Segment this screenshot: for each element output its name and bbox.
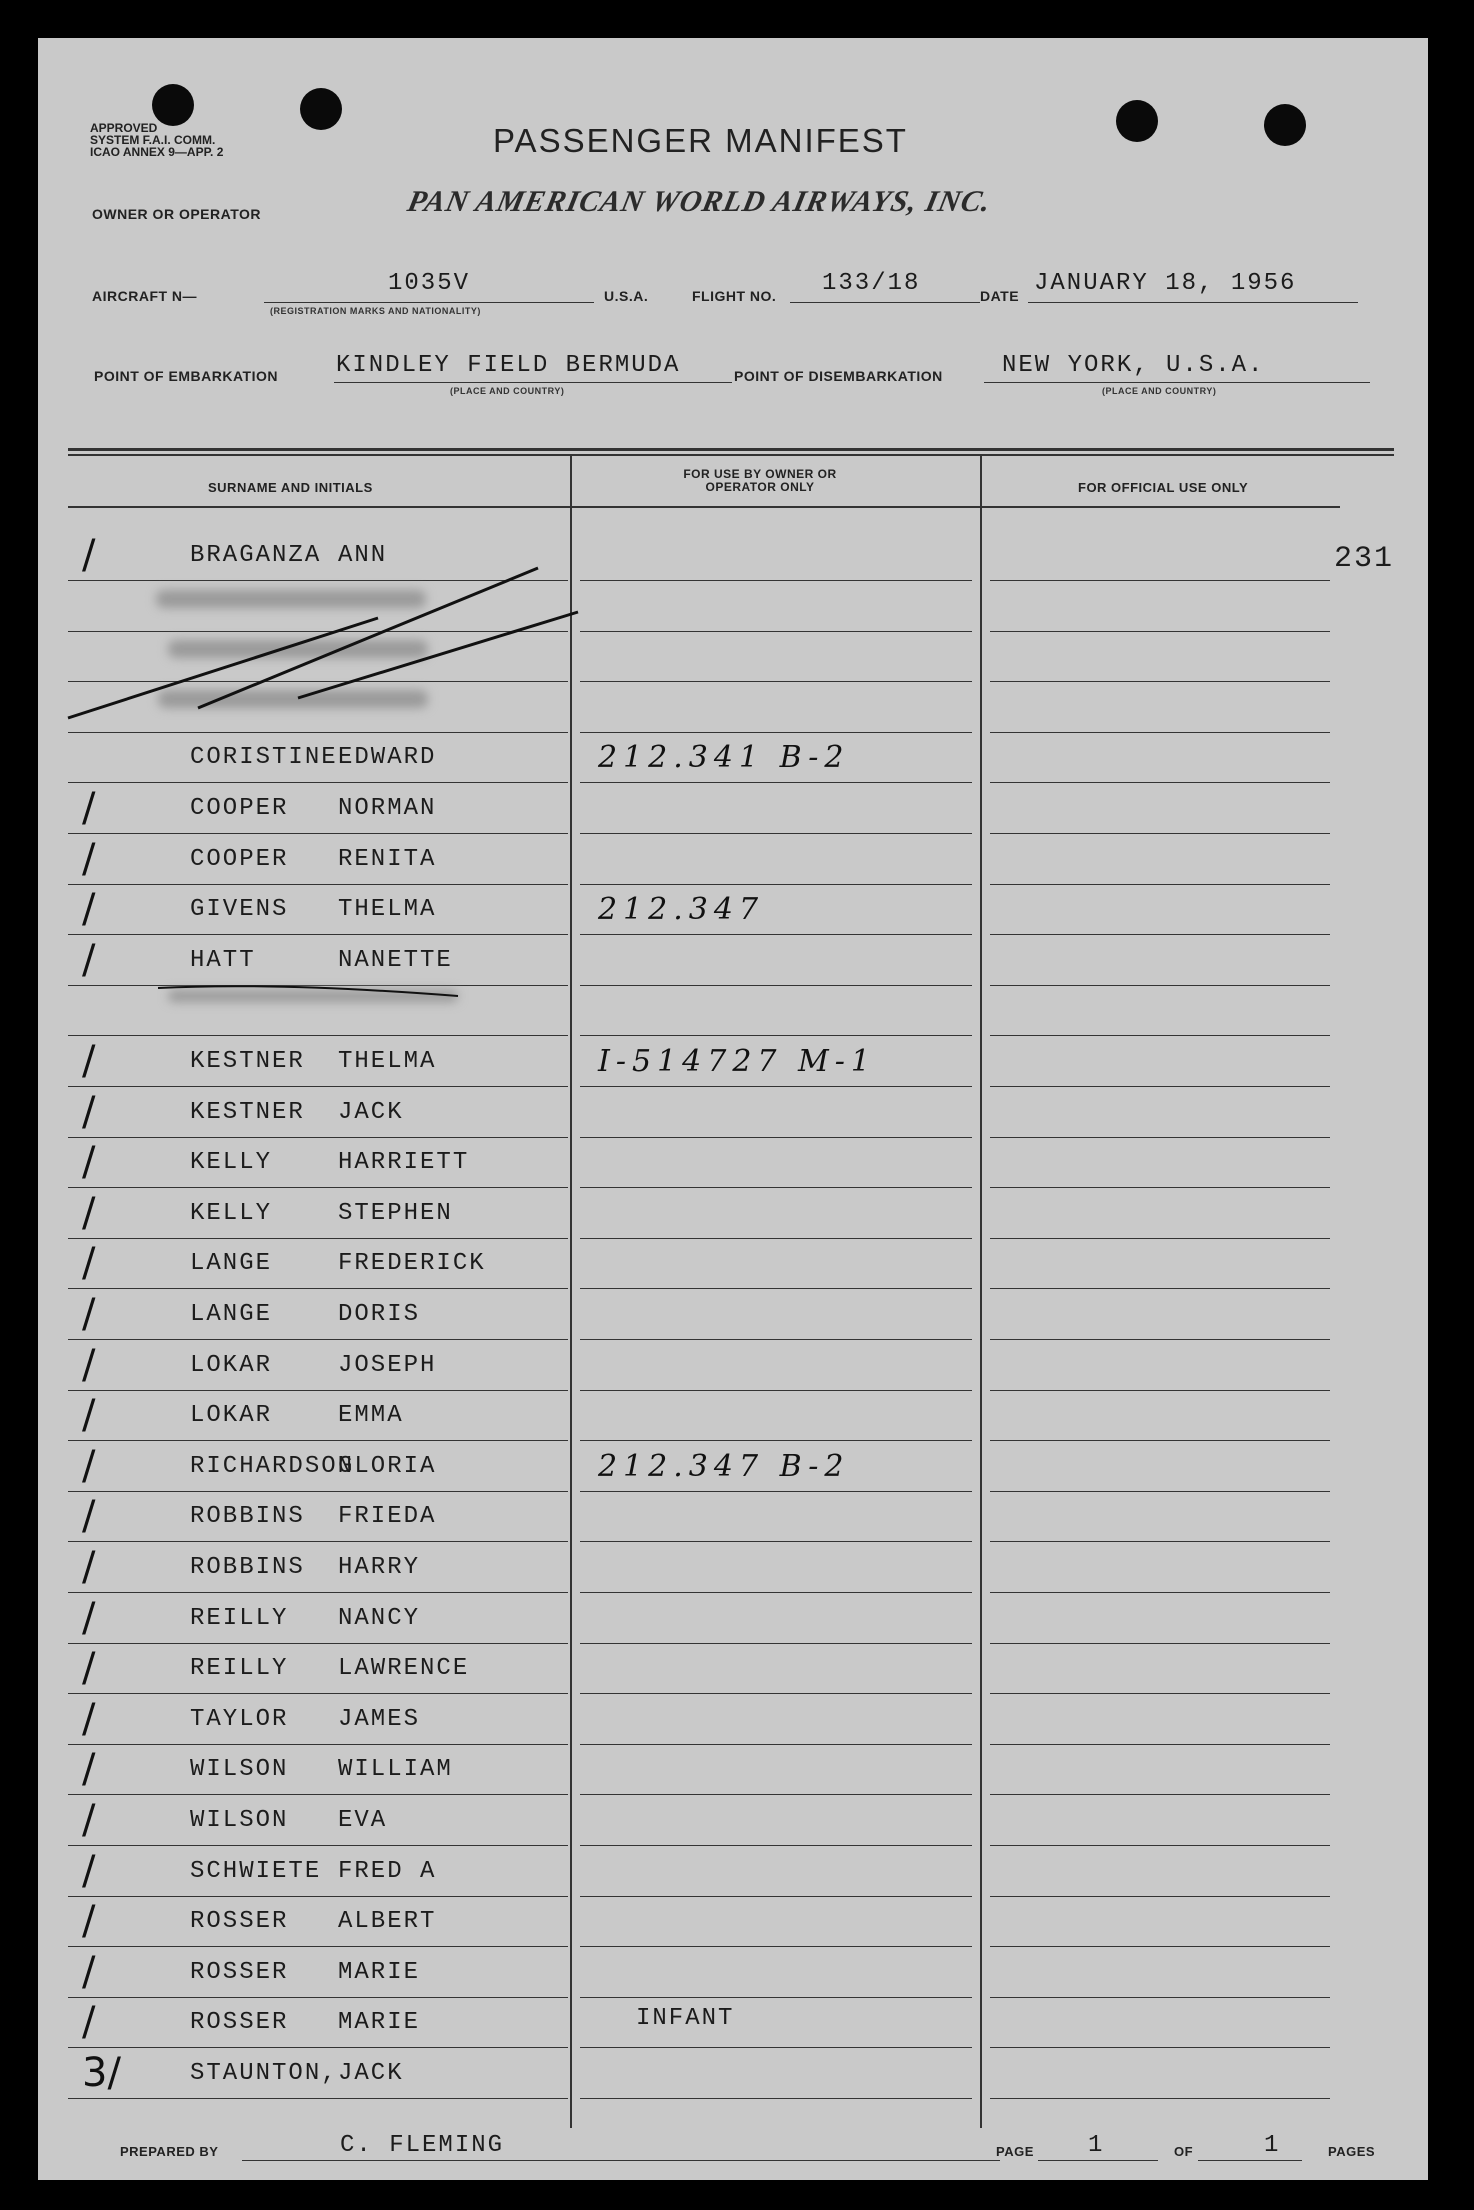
- row-rule: [68, 1592, 568, 1593]
- row-rule: [580, 1541, 972, 1542]
- passenger-surname: ROSSER: [190, 1959, 289, 1986]
- row-rule: [990, 1845, 1330, 1846]
- passenger-surname: BRAGANZA: [190, 542, 322, 569]
- check-mark: /: [82, 1898, 96, 1944]
- row-rule: [990, 1541, 1330, 1542]
- row-rule: [990, 1035, 1330, 1036]
- registration-note: (REGISTRATION MARKS AND NATIONALITY): [270, 306, 481, 316]
- row-rule: [68, 1794, 568, 1795]
- table-row: [38, 1999, 1428, 2055]
- row-rule: [580, 1845, 972, 1846]
- passenger-given-name: JACK: [338, 1099, 404, 1126]
- check-mark: /: [82, 886, 96, 932]
- check-mark: /: [82, 1999, 96, 2045]
- row-rule: [68, 934, 568, 935]
- row-rule: [990, 1592, 1330, 1593]
- embark-note: (PLACE AND COUNTRY): [450, 386, 565, 396]
- row-rule: [990, 985, 1330, 986]
- row-rule: [990, 681, 1330, 682]
- check-mark: /: [82, 1342, 96, 1388]
- table-row: [38, 1038, 1428, 1094]
- row-rule: [990, 1896, 1330, 1897]
- passenger-given-name: THELMA: [338, 896, 437, 923]
- check-mark: /: [82, 1595, 96, 1641]
- row-rule: [990, 1491, 1330, 1492]
- page-label: PAGE: [996, 2144, 1034, 2159]
- row-rule: [990, 1339, 1330, 1340]
- passenger-surname: LANGE: [190, 1250, 273, 1277]
- passenger-surname: HATT: [190, 947, 256, 974]
- table-row: [38, 1595, 1428, 1651]
- table-row: [38, 1949, 1428, 2005]
- row-rule: [580, 782, 972, 783]
- passenger-surname: RICHARDSON: [190, 1453, 355, 1480]
- owner-label: OWNER OR OPERATOR: [92, 206, 261, 222]
- row-rule: [580, 1288, 972, 1289]
- row-rule: [990, 2047, 1330, 2048]
- embark-label: POINT OF EMBARKATION: [94, 368, 278, 384]
- table-row: [38, 1848, 1428, 1904]
- row-rule: [580, 1086, 972, 1087]
- row-rule: [68, 580, 568, 581]
- row-rule: [68, 782, 568, 783]
- check-mark: /: [82, 1797, 96, 1843]
- passenger-surname: LANGE: [190, 1301, 273, 1328]
- check-mark: /: [82, 1493, 96, 1539]
- passenger-surname: WILSON: [190, 1756, 289, 1783]
- passenger-surname: TAYLOR: [190, 1706, 289, 1733]
- punch-hole: [1116, 100, 1158, 142]
- passenger-surname: KESTNER: [190, 1099, 305, 1126]
- table-row: [38, 1898, 1428, 1954]
- redaction-smudge: [156, 590, 426, 608]
- check-mark: /: [82, 1696, 96, 1742]
- of-label: OF: [1174, 2144, 1194, 2159]
- pages-value: 1: [1264, 2132, 1281, 2159]
- row-rule: [68, 1390, 568, 1391]
- row-rule: [990, 1288, 1330, 1289]
- passenger-surname: WILSON: [190, 1807, 289, 1834]
- check-mark: /: [82, 1139, 96, 1185]
- redaction-smudge: [168, 990, 458, 1002]
- passenger-surname: KELLY: [190, 1200, 273, 1227]
- table-top-rule: [68, 454, 1394, 456]
- passenger-surname: KESTNER: [190, 1048, 305, 1075]
- row-rule: [580, 580, 972, 581]
- table-row: [38, 1190, 1428, 1246]
- aircraft-label: AIRCRAFT N—: [92, 288, 198, 304]
- prepared-label: PREPARED BY: [120, 2144, 219, 2159]
- embarkation-point: KINDLEY FIELD BERMUDA: [336, 352, 681, 379]
- row-rule: [580, 2047, 972, 2048]
- row-rule: [580, 1339, 972, 1340]
- row-rule: [580, 1744, 972, 1745]
- punch-hole: [152, 84, 194, 126]
- passenger-surname: STAUNTON,: [190, 2060, 338, 2087]
- passenger-surname: LOKAR: [190, 1402, 273, 1429]
- date-underline: [1028, 302, 1358, 303]
- passenger-surname: COOPER: [190, 846, 289, 873]
- flight-number: 133/18: [822, 270, 921, 297]
- column-header-surname: SURNAME AND INITIALS: [208, 480, 373, 495]
- row-rule: [580, 1440, 972, 1441]
- row-rule: [580, 1187, 972, 1188]
- check-mark: /: [82, 1544, 96, 1590]
- disembark-underline: [984, 382, 1370, 383]
- operator-note: I-514727 M-1: [598, 1044, 876, 1079]
- passenger-surname: ROSSER: [190, 1908, 289, 1935]
- table-row: [38, 740, 1428, 790]
- row-rule: [68, 1137, 568, 1138]
- table-row: [38, 1139, 1428, 1195]
- row-rule: [580, 934, 972, 935]
- row-rule: [990, 782, 1330, 783]
- passenger-given-name: NANETTE: [338, 947, 453, 974]
- passenger-given-name: HARRIETT: [338, 1149, 470, 1176]
- row-rule: [990, 934, 1330, 935]
- check-mark: /: [82, 1240, 96, 1286]
- passenger-surname: ROBBINS: [190, 1554, 305, 1581]
- passenger-given-name: FREDERICK: [338, 1250, 486, 1277]
- row-rule: [990, 1794, 1330, 1795]
- pages-label: PAGES: [1328, 2144, 1376, 2159]
- row-rule: [990, 1693, 1330, 1694]
- passenger-given-name: WILLIAM: [338, 1756, 453, 1783]
- table-row: [38, 1746, 1428, 1802]
- table-row: [38, 1240, 1428, 1296]
- row-rule: [68, 1693, 568, 1694]
- passenger-surname: KELLY: [190, 1149, 273, 1176]
- row-rule: [580, 1238, 972, 1239]
- row-rule: [580, 1693, 972, 1694]
- column-header-official: FOR OFFICIAL USE ONLY: [1078, 480, 1249, 495]
- pages-underline: [1198, 2160, 1302, 2161]
- row-rule: [990, 833, 1330, 834]
- passenger-given-name: NORMAN: [338, 795, 437, 822]
- disembark-label: POINT OF DISEMBARKATION: [734, 368, 943, 384]
- row-rule: [68, 1339, 568, 1340]
- table-row: [38, 1797, 1428, 1853]
- flight-underline: [790, 302, 980, 303]
- passenger-surname: CORISTINE: [190, 744, 338, 771]
- row-rule: [68, 884, 568, 885]
- approval-line: APPROVED: [90, 121, 158, 135]
- row-rule: [990, 1643, 1330, 1644]
- redaction-smudge: [168, 640, 428, 658]
- operator-note: 212.347 B-2: [598, 1449, 850, 1484]
- row-rule: [68, 1440, 568, 1441]
- row-rule: [990, 732, 1330, 733]
- row-rule: [580, 985, 972, 986]
- row-rule: [68, 1187, 568, 1188]
- check-mark: /: [82, 785, 96, 831]
- row-rule: [68, 681, 568, 682]
- manifest-sheet: [38, 38, 1428, 2180]
- table-row: [38, 1696, 1428, 1752]
- passenger-given-name: THELMA: [338, 1048, 437, 1075]
- aircraft-underline: [264, 302, 594, 303]
- table-row: [38, 1291, 1428, 1347]
- passenger-given-name: MARIE: [338, 2009, 421, 2036]
- table-row: [38, 532, 1428, 588]
- row-rule: [68, 2098, 568, 2099]
- table-row: [38, 2050, 1428, 2106]
- row-rule: [580, 1491, 972, 1492]
- passenger-given-name: JAMES: [338, 1706, 421, 1733]
- row-rule: [990, 580, 1330, 581]
- passenger-surname: SCHWIETE: [190, 1858, 322, 1885]
- check-mark: /: [82, 1190, 96, 1236]
- row-rule: [68, 1491, 568, 1492]
- row-rule: [580, 1997, 972, 1998]
- passenger-given-name: GLORIA: [338, 1453, 437, 1480]
- row-rule: [990, 884, 1330, 885]
- passenger-surname: LOKAR: [190, 1352, 273, 1379]
- row-rule: [68, 2047, 568, 2048]
- passenger-given-name: LAWRENCE: [338, 1655, 470, 1682]
- page-value: 1: [1088, 2132, 1105, 2159]
- row-rule: [68, 1997, 568, 1998]
- passenger-surname: GIVENS: [190, 896, 289, 923]
- passenger-given-name: RENITA: [338, 846, 437, 873]
- row-rule: [990, 1946, 1330, 1947]
- operator-note: INFANT: [636, 2005, 735, 2032]
- row-rule: [68, 1744, 568, 1745]
- passenger-given-name: EVA: [338, 1807, 388, 1834]
- passenger-given-name: EDWARD: [338, 744, 437, 771]
- table-row: [38, 1544, 1428, 1600]
- passenger-given-name: HARRY: [338, 1554, 421, 1581]
- table-row: [38, 1342, 1428, 1398]
- flight-date: JANUARY 18, 1956: [1034, 270, 1297, 297]
- row-rule: [68, 732, 568, 733]
- company-name: PAN AMERICAN WORLD AIRWAYS, INC.: [404, 185, 995, 218]
- row-rule: [990, 1390, 1330, 1391]
- row-rule: [580, 884, 972, 885]
- check-mark: /: [82, 1392, 96, 1438]
- passenger-given-name: MARIE: [338, 1959, 421, 1986]
- row-rule: [68, 1643, 568, 1644]
- row-rule: [990, 631, 1330, 632]
- passenger-given-name: JACK: [338, 2060, 404, 2087]
- row-rule: [68, 1845, 568, 1846]
- check-mark: /: [82, 937, 96, 983]
- check-mark: 3/: [82, 2050, 121, 2096]
- table-row: [38, 886, 1428, 942]
- passenger-given-name: ANN: [338, 542, 388, 569]
- date-label: DATE: [980, 288, 1020, 304]
- passenger-given-name: FRED A: [338, 1858, 437, 1885]
- punch-hole: [300, 88, 342, 130]
- table-row: [38, 1443, 1428, 1499]
- table-row: [38, 937, 1428, 993]
- table-row: [38, 1493, 1428, 1549]
- table-row: [38, 1089, 1428, 1145]
- column-header-owner: FOR USE BY OWNER OR OPERATOR ONLY: [683, 467, 837, 494]
- row-rule: [68, 631, 568, 632]
- check-mark: /: [82, 1848, 96, 1894]
- passenger-surname: ROSSER: [190, 2009, 289, 2036]
- passenger-given-name: NANCY: [338, 1605, 421, 1632]
- passenger-given-name: EMMA: [338, 1402, 404, 1429]
- passenger-surname: ROBBINS: [190, 1503, 305, 1530]
- row-rule: [580, 1643, 972, 1644]
- passenger-surname: REILLY: [190, 1605, 289, 1632]
- row-rule: [580, 1794, 972, 1795]
- check-mark: /: [82, 836, 96, 882]
- row-rule: [580, 681, 972, 682]
- embark-underline: [334, 382, 732, 383]
- passenger-given-name: JOSEPH: [338, 1352, 437, 1379]
- row-rule: [68, 1035, 568, 1036]
- disembark-note: (PLACE AND COUNTRY): [1102, 386, 1217, 396]
- check-mark: /: [82, 1089, 96, 1135]
- table-row: [38, 1392, 1428, 1448]
- form-title: PASSENGER MANIFEST: [493, 122, 908, 159]
- check-mark: /: [82, 1291, 96, 1337]
- row-rule: [580, 1137, 972, 1138]
- row-rule: [68, 833, 568, 834]
- row-rule: [580, 2098, 972, 2099]
- row-rule: [990, 1440, 1330, 1441]
- row-rule: [580, 1896, 972, 1897]
- aircraft-registration: 1035V: [388, 270, 471, 297]
- header-bottom-rule: [68, 506, 1340, 508]
- row-rule: [580, 631, 972, 632]
- passenger-given-name: DORIS: [338, 1301, 421, 1328]
- redaction-smudge: [158, 690, 428, 708]
- row-rule: [580, 732, 972, 733]
- check-mark: /: [82, 1949, 96, 1995]
- page-underline: [1038, 2160, 1158, 2161]
- table-top-rule: [68, 448, 1394, 451]
- row-rule: [580, 833, 972, 834]
- row-rule: [580, 1946, 972, 1947]
- check-mark: /: [82, 1645, 96, 1691]
- table-row: [38, 785, 1428, 841]
- row-rule: [990, 1238, 1330, 1239]
- row-rule: [990, 1137, 1330, 1138]
- prepared-by: C. FLEMING: [340, 2132, 505, 2159]
- row-rule: [990, 1187, 1330, 1188]
- row-rule: [990, 1997, 1330, 1998]
- passenger-surname: REILLY: [190, 1655, 289, 1682]
- row-rule: [68, 985, 568, 986]
- prepared-underline: [242, 2160, 1000, 2161]
- check-mark: /: [82, 532, 96, 578]
- row-rule: [68, 1896, 568, 1897]
- passenger-given-name: ALBERT: [338, 1908, 437, 1935]
- row-rule: [68, 1541, 568, 1542]
- passenger-given-name: FRIEDA: [338, 1503, 437, 1530]
- punch-hole: [1264, 104, 1306, 146]
- usa-label: U.S.A.: [604, 288, 649, 304]
- table-row: [38, 836, 1428, 892]
- operator-note: 212.341 B-2: [598, 740, 850, 775]
- row-rule: [580, 1592, 972, 1593]
- row-rule: [68, 1288, 568, 1289]
- page-stamp-number: 231: [1334, 542, 1395, 576]
- passenger-given-name: STEPHEN: [338, 1200, 453, 1227]
- table-row: [38, 1645, 1428, 1701]
- flight-label: FLIGHT NO.: [692, 288, 777, 304]
- check-mark: /: [82, 1746, 96, 1792]
- approval-line: ICAO ANNEX 9—APP. 2: [90, 145, 224, 159]
- row-rule: [68, 1238, 568, 1239]
- row-rule: [990, 1086, 1330, 1087]
- disembarkation-point: NEW YORK, U.S.A.: [1002, 352, 1265, 379]
- check-mark: /: [82, 1038, 96, 1084]
- approval-line: SYSTEM F.A.I. COMM.: [90, 133, 216, 147]
- operator-note: 212.347: [598, 892, 765, 927]
- row-rule: [580, 1390, 972, 1391]
- row-rule: [68, 1086, 568, 1087]
- row-rule: [68, 1946, 568, 1947]
- row-rule: [580, 1035, 972, 1036]
- row-rule: [990, 1744, 1330, 1745]
- check-mark: /: [82, 1443, 96, 1489]
- passenger-surname: COOPER: [190, 795, 289, 822]
- row-rule: [990, 2098, 1330, 2099]
